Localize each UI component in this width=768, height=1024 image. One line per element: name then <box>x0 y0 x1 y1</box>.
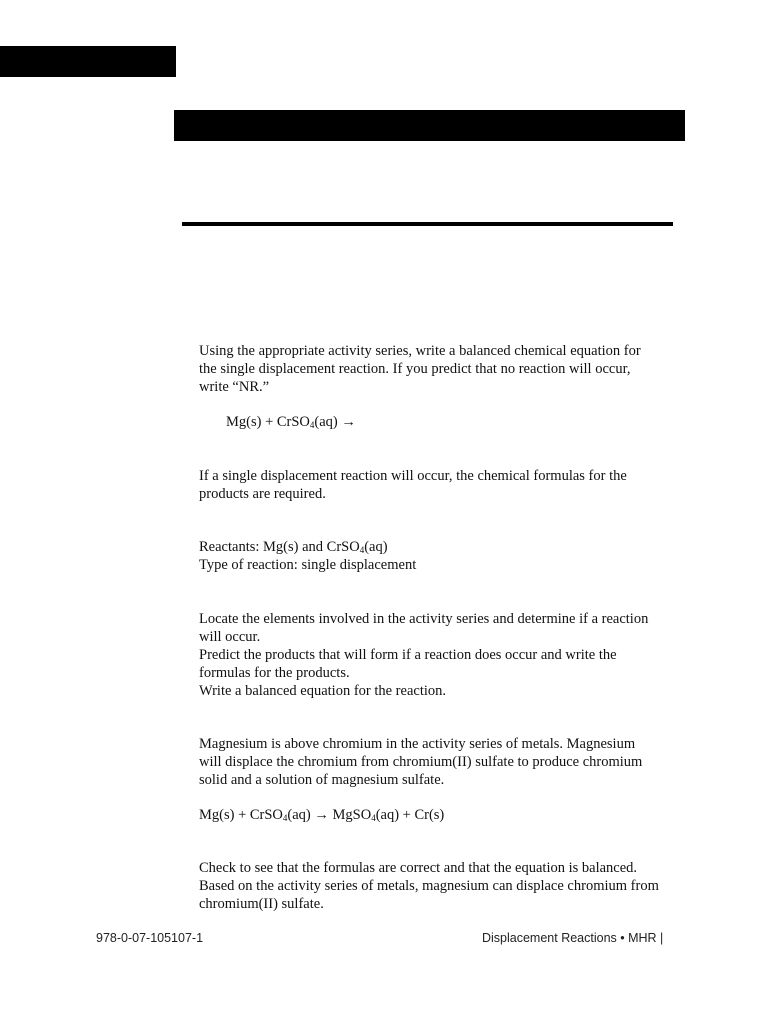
horizontal-rule <box>182 222 673 226</box>
reaction-type-line: Type of reaction: single displacement <box>199 557 417 573</box>
text-line: the single displacement reaction. If you predict that no reaction will occur, <box>199 361 631 377</box>
text-line: Locate the elements involved in the activity series and determine if a reaction <box>199 611 649 627</box>
required-paragraph <box>199 467 684 503</box>
text-line: solid and a solution of magnesium sulfate. <box>199 772 445 788</box>
text-line: will occur. <box>199 629 261 645</box>
question-paragraph <box>199 342 684 396</box>
given-paragraph <box>199 538 684 574</box>
action-paragraph <box>199 735 684 789</box>
text-line: products are required. <box>199 486 326 502</box>
text-line: If a single displacement reaction will occur, the chemical formulas for the <box>199 468 627 484</box>
text-line: Magnesium is above chromium in the activity series of metals. Magnesium <box>199 736 636 752</box>
title-black-bar <box>174 110 685 141</box>
text-line: chromium(II) sulfate. <box>199 896 324 912</box>
action-equation: Mg(s) + CrSO$_4$(aq) → MgSO$_4$(aq) + Cr(s) <box>199 807 445 823</box>
text-line: formulas for the products. <box>199 665 350 681</box>
text-line: will displace the chromium from chromium(II) sulfate to produce chromium <box>199 754 643 770</box>
text-line: write “NR.” <box>199 379 270 395</box>
evaluate-paragraph <box>199 859 684 913</box>
footer-isbn: 978-0-07-105107-1 <box>96 931 204 945</box>
reactants-line: Reactants: Mg(s) and CrSO$_4$(aq) <box>199 539 388 555</box>
text-line: Check to see that the formulas are correct and that the equation is balanced. <box>199 860 638 876</box>
footer-page-label: Displacement Reactions • MHR | <box>482 931 664 945</box>
plan-paragraph <box>199 610 684 700</box>
text-line: Using the appropriate activity series, write a balanced chemical equation for <box>199 343 641 359</box>
text-line: Predict the products that will form if a reaction does occur and write the <box>199 647 617 663</box>
text-line: Based on the activity series of metals, magnesium can displace chromium from <box>199 878 659 894</box>
header-black-bar <box>0 46 176 77</box>
text-line: Write a balanced equation for the reaction. <box>199 683 447 699</box>
question-equation: Mg(s) + CrSO$_4$(aq) → <box>226 414 356 430</box>
